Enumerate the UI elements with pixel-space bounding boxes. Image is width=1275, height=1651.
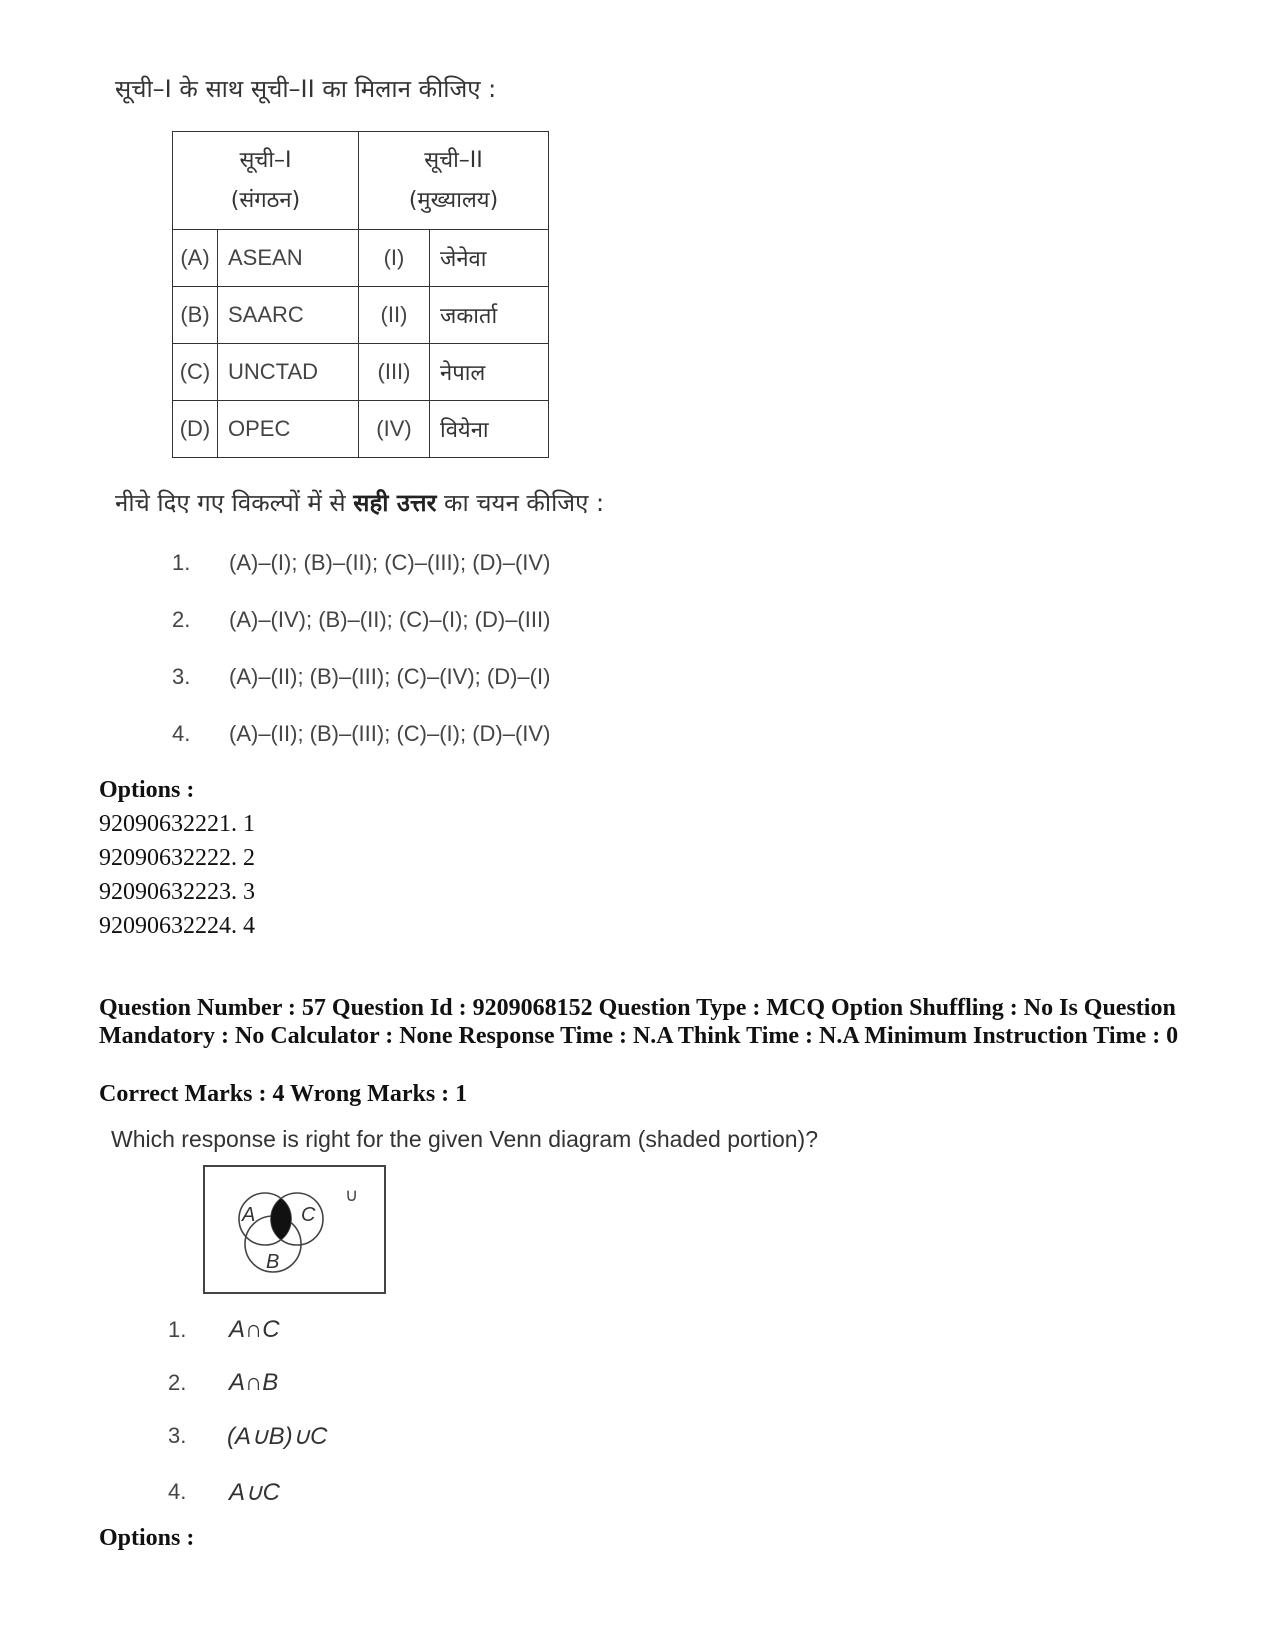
choice-text: (A∪B)∪C — [227, 1423, 328, 1450]
select-prefix: नीचे दिए गए विकल्पों में से — [115, 489, 346, 517]
list2-title: सूची–II — [424, 147, 483, 173]
list2-header — [359, 132, 549, 230]
venn-svg — [205, 1167, 384, 1292]
question-meta: Question Number : 57 Question Id : 9209068152 Question Type : MCQ Option Shuffling : No Is Question Mandatory : No Calculator : None Response Time : N.A Think Time : N.A Minimum Instruction Time : 0 — [99, 995, 1179, 1049]
row-letter: (B) — [173, 287, 218, 344]
list1-subtitle: (संगठन) — [230, 187, 301, 213]
select-suffix: का चयन कीजिए : — [444, 489, 605, 517]
match-table — [172, 131, 549, 458]
label-a: A — [242, 1204, 256, 1226]
q56-intro: सूची–I के साथ सूची–II का मिलान कीजिए : — [115, 75, 497, 103]
option-id: 92090632224. 4 — [99, 913, 255, 939]
choice-number: 1. — [168, 1317, 187, 1342]
question-text: Which response is right for the given Venn diagram (shaded portion)? — [111, 1126, 819, 1152]
choice-number: 2. — [168, 1370, 187, 1395]
list1-header — [173, 132, 359, 230]
row-headquarters: नेपाल — [430, 344, 549, 401]
row-letter: (D) — [173, 401, 218, 458]
row-organisation: UNCTAD — [218, 344, 359, 401]
select-bold: सही उत्तर — [353, 489, 437, 517]
marks-line: Correct Marks : 4 Wrong Marks : 1 — [99, 1081, 468, 1107]
row-roman: (I) — [359, 230, 430, 287]
row-roman: (II) — [359, 287, 430, 344]
row-headquarters: जकार्ता — [430, 287, 549, 344]
row-organisation: ASEAN — [218, 230, 359, 287]
table-row — [173, 344, 549, 401]
choice-number: 2. — [172, 607, 191, 632]
choice-number: 4. — [168, 1479, 187, 1504]
choice-text: (A)–(II); (B)–(III); (C)–(IV); (D)–(I) — [229, 664, 551, 689]
venn-diagram — [203, 1165, 386, 1294]
label-b: B — [266, 1251, 280, 1273]
choice-number: 1. — [172, 550, 191, 575]
option-id: 92090632223. 3 — [99, 879, 255, 905]
list1-title: सूची–I — [239, 147, 292, 173]
option-id: 92090632221. 1 — [99, 811, 255, 837]
row-organisation: OPEC — [218, 401, 359, 458]
choice-text: (A)–(I); (B)–(II); (C)–(III); (D)–(IV) — [229, 550, 551, 575]
universe-symbol: ∪ — [345, 1185, 359, 1205]
options-label: Options : — [99, 777, 195, 803]
choice-number: 3. — [172, 664, 191, 689]
label-c: C — [301, 1204, 316, 1226]
choice-text: A∩B — [229, 1369, 279, 1396]
list2-subtitle: (मुख्यालय) — [408, 187, 499, 213]
row-roman: (IV) — [359, 401, 430, 458]
table-row — [173, 287, 549, 344]
choice-number: 3. — [168, 1423, 187, 1448]
choice-text: A∪C — [229, 1479, 280, 1506]
table-row — [173, 401, 549, 458]
choice-text: (A)–(II); (B)–(III); (C)–(I); (D)–(IV) — [229, 721, 551, 746]
options-label: Options : — [99, 1525, 195, 1551]
row-headquarters: वियेना — [430, 401, 549, 458]
row-headquarters: जेनेवा — [430, 230, 549, 287]
row-letter: (A) — [173, 230, 218, 287]
table-row — [173, 230, 549, 287]
row-letter: (C) — [173, 344, 218, 401]
row-roman: (III) — [359, 344, 430, 401]
option-id: 92090632222. 2 — [99, 845, 255, 871]
choice-text: (A)–(IV); (B)–(II); (C)–(I); (D)–(III) — [229, 607, 551, 632]
choice-number: 4. — [172, 721, 191, 746]
q56-select-instruction — [115, 486, 604, 519]
choice-text: A∩C — [229, 1316, 280, 1343]
row-organisation: SAARC — [218, 287, 359, 344]
